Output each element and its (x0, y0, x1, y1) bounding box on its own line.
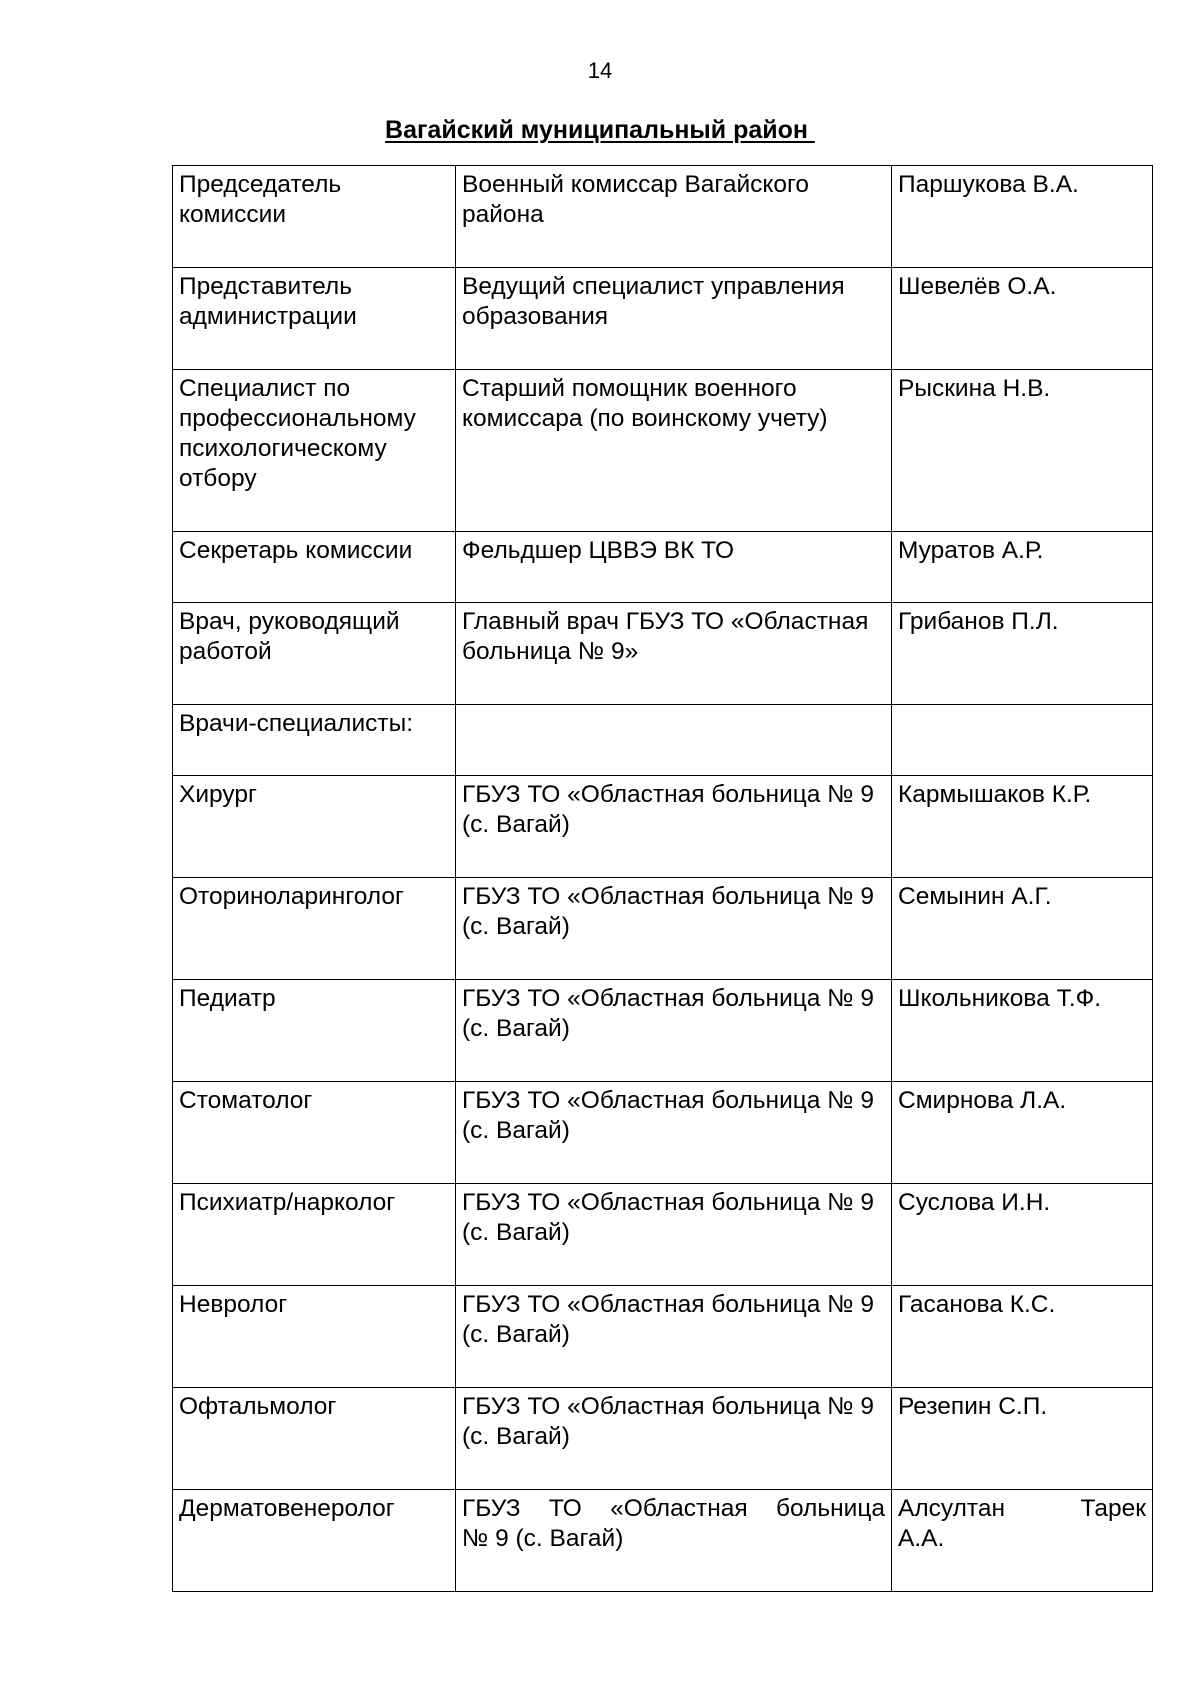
role-cell: Врачи-специалисты: (173, 705, 456, 776)
name-cell (892, 1490, 1153, 1592)
name-cell: Смирнова Л.А. (892, 1082, 1153, 1184)
name-cell: Рыскина Н.В. (892, 370, 1153, 532)
role-cell: Председатель комиссии (173, 166, 456, 268)
name-cell: Кармышаков К.Р. (892, 776, 1153, 878)
table-row (173, 370, 1153, 532)
position-line: ГБУЗ ТО «Областная больница (462, 1495, 885, 1522)
role-cell: Офтальмолог (173, 1388, 456, 1490)
role-cell: Представитель администрации (173, 268, 456, 370)
table-row (173, 1490, 1153, 1592)
table-row (173, 603, 1153, 705)
role-cell: Невролог (173, 1286, 456, 1388)
table-row (173, 1286, 1153, 1388)
table-row (173, 1184, 1153, 1286)
position-cell (456, 1490, 892, 1592)
name-cell: Паршукова В.А. (892, 166, 1153, 268)
position-line: № 9 (с. Вагай) (462, 1525, 624, 1552)
position-cell: Военный комиссар Вагайского района (456, 166, 892, 268)
position-cell: Ведущий специалист управления образования (456, 268, 892, 370)
role-cell: Психиатр/нарколог (173, 1184, 456, 1286)
name-cell: Суслова И.Н. (892, 1184, 1153, 1286)
name-cell: Школьникова Т.Ф. (892, 980, 1153, 1082)
name-line: А.А. (898, 1525, 945, 1552)
position-cell: Главный врач ГБУЗ ТО «Областная больница № 9» (456, 603, 892, 705)
table-row (173, 776, 1153, 878)
table-row (173, 166, 1153, 268)
name-cell: Грибанов П.Л. (892, 603, 1153, 705)
position-cell: ГБУЗ ТО «Областная больница № 9 (с. Вагай) (456, 1082, 892, 1184)
page-title (0, 115, 1200, 145)
position-cell: ГБУЗ ТО «Областная больница № 9 (с. Вагай) (456, 776, 892, 878)
position-cell: ГБУЗ ТО «Областная больница № 9 (с. Вагай) (456, 1286, 892, 1388)
table-row (173, 705, 1153, 776)
role-cell: Оториноларинголог (173, 878, 456, 980)
role-cell: Стоматолог (173, 1082, 456, 1184)
table-row (173, 878, 1153, 980)
table-row (173, 1388, 1153, 1490)
role-cell: Врач, руководящий работой (173, 603, 456, 705)
name-cell: Семынин А.Г. (892, 878, 1153, 980)
page-number: 14 (587, 58, 613, 83)
role-cell: Секретарь комиссии (173, 532, 456, 603)
position-cell (456, 705, 892, 776)
name-line: Алсултан Тарек (898, 1495, 1146, 1522)
role-cell: Педиатр (173, 980, 456, 1082)
role-cell: Специалист по профессиональному психологическому отбору (173, 370, 456, 532)
name-cell (892, 705, 1153, 776)
name-cell: Муратов А.Р. (892, 532, 1153, 603)
name-cell: Резепин С.П. (892, 1388, 1153, 1490)
commission-table (172, 165, 1153, 1592)
table-row (173, 532, 1153, 603)
position-cell: Старший помощник военного комиссара (по воинскому учету) (456, 370, 892, 532)
table-row (173, 268, 1153, 370)
position-cell: Фельдшер ЦВВЭ ВК ТО (456, 532, 892, 603)
position-cell: ГБУЗ ТО «Областная больница № 9 (с. Вагай) (456, 878, 892, 980)
name-cell: Гасанова К.С. (892, 1286, 1153, 1388)
position-cell: ГБУЗ ТО «Областная больница № 9 (с. Вагай) (456, 1388, 892, 1490)
name-cell: Шевелёв О.А. (892, 268, 1153, 370)
position-cell: ГБУЗ ТО «Областная больница № 9 (с. Вагай) (456, 980, 892, 1082)
table-row (173, 1082, 1153, 1184)
position-cell: ГБУЗ ТО «Областная больница № 9 (с. Вагай) (456, 1184, 892, 1286)
role-cell: Дерматовенеролог (173, 1490, 456, 1592)
role-cell: Хирург (173, 776, 456, 878)
table-row (173, 980, 1153, 1082)
page-title-text: Вагайский муниципальный район (385, 116, 815, 144)
